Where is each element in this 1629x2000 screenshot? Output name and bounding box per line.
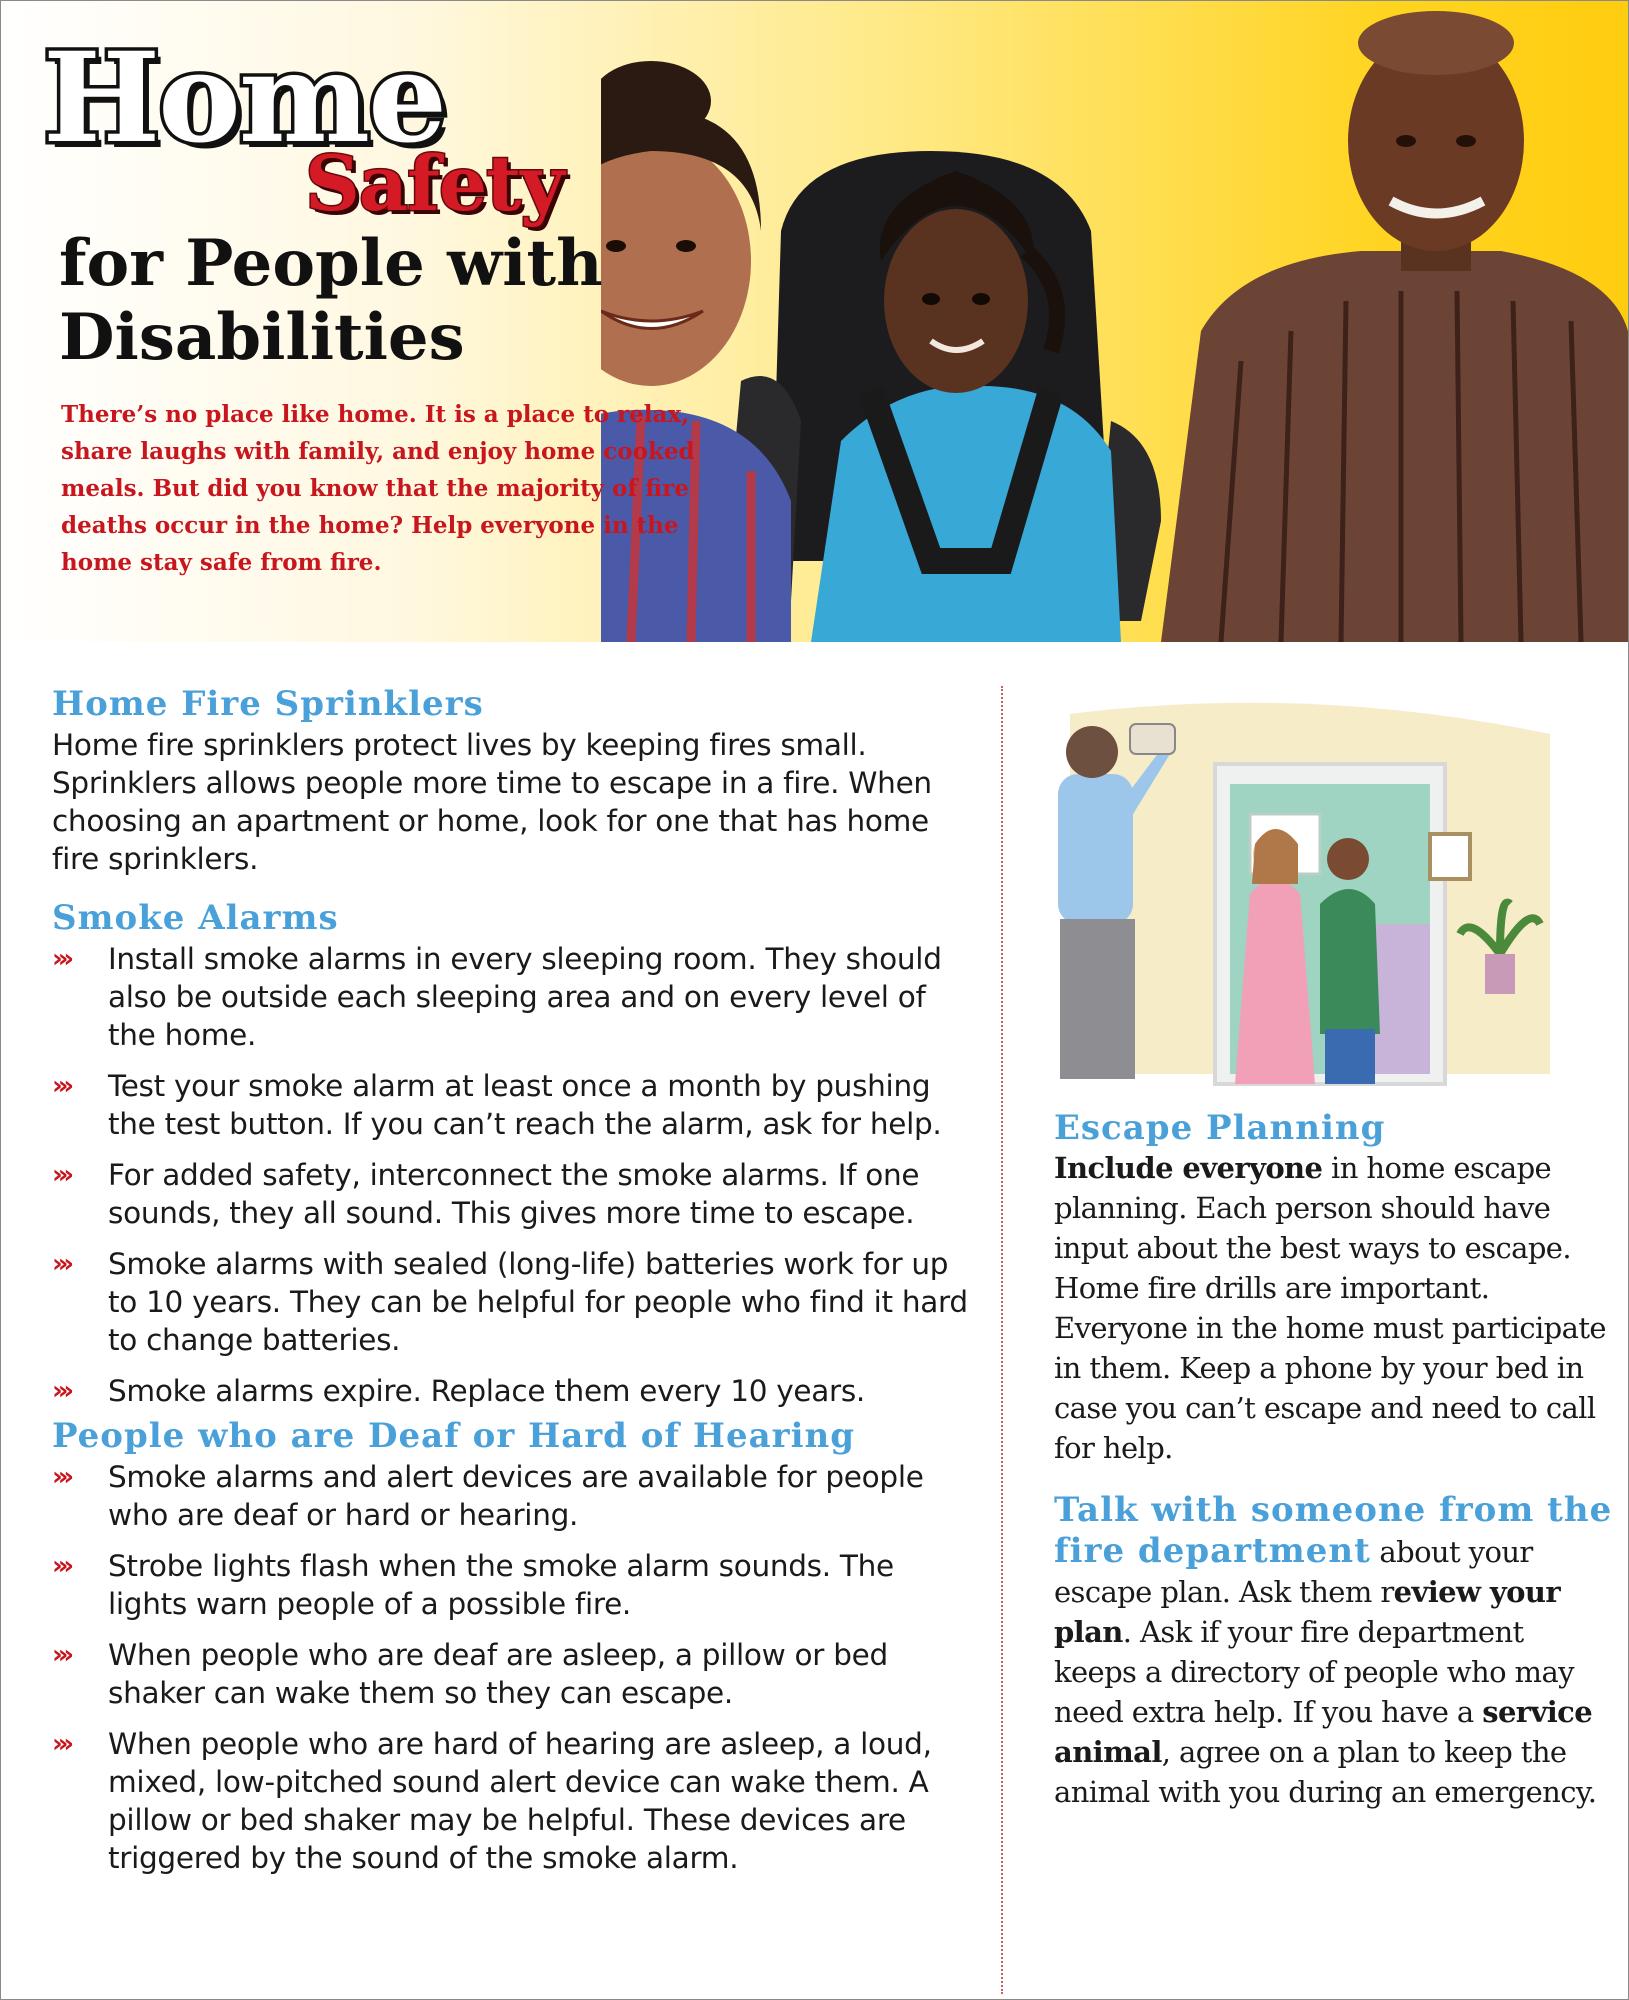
chevron-bullet-icon: ››› [52,944,70,974]
list-item: ››› When people who are deaf are asleep, a pillow or bed shaker can wake them so they can escape. [52,1638,888,1710]
left-column [52,682,972,1877]
list-item: ››› For added safety, interconnect the smoke alarms. If one sounds, they all sound. This gives more time to escape. [52,1158,920,1230]
escape-planning-paragraph: Include everyone in home escape planning. Each person should have input about the best ways to escape. Home fire drills are important. Everyone in the home must participate in them. Keep a phone by your bed in case you can’t escape and need to call for help. [1054,1151,1606,1465]
list-item: ››› Strobe lights flash when the smoke alarm sounds. The lights warn people of a possible fire. [52,1549,894,1621]
column-divider [1001,686,1003,1994]
page-subtitle: for People with Disabilities [59,226,603,375]
smoke-alarm-illustration [1030,694,1590,1089]
intro-paragraph: There’s no place like home. It is a place to relax, share laughs with family, and enjoy home cooked meals. But did you know that the majority of fire deaths occur in the home? Help everyone in the home stay safe from fire. [61,401,695,576]
list-item: ››› Smoke alarms and alert devices are available for people who are deaf or hard or hearing. [52,1460,924,1532]
right-column [1054,1108,1614,1812]
title-safety: Safety [305,139,564,228]
smoke-alarms-list [52,940,972,1410]
list-item: ››› When people who are hard of hearing are asleep, a loud, mixed, low-pitched sound alert device can wake them. A pillow or bed shaker may be helpful. These devices are triggered by the sound of the smoke alarm. [52,1727,932,1875]
chevron-bullet-icon: ››› [52,1640,70,1670]
title-home: Home [43,26,445,171]
man-figure [1161,11,1628,642]
list-item: ››› Test your smoke alarm at least once a month by pushing the test button. If you can’t reach the alarm, ask for help. [52,1069,942,1141]
sprinklers-heading: Home Fire Sprinklers [52,684,484,724]
chevron-bullet-icon: ››› [52,1551,70,1581]
list-item: ››› Smoke alarms with sealed (long-life) batteries work for up to 10 years. They can be helpful for people who find it hard to change batteries. [52,1247,968,1357]
talk-heading: Talk with someone from the fire department [1054,1490,1613,1571]
smoke-alarms-heading: Smoke Alarms [52,898,339,938]
chevron-bullet-icon: ››› [52,1376,70,1406]
chevron-bullet-icon: ››› [52,1160,70,1190]
deaf-hearing-list [52,1458,972,1877]
list-item: ››› Smoke alarms expire. Replace them every 10 years. [52,1374,865,1408]
chevron-bullet-icon: ››› [52,1071,70,1101]
talk-paragraph: Talk with someone from the fire department about your escape plan. Ask them review your plan. Ask if your fire department keeps a directory of people who may need extra help. If you have a service animal, agree on a plan to keep the animal with you during an emergency. [1054,1490,1613,1809]
deaf-hearing-heading: People who are Deaf or Hard of Hearing [52,1416,855,1456]
sprinklers-paragraph: Home fire sprinklers protect lives by keeping fires small. Sprinklers allows people more time to escape in a fire. When choosing an apartment or home, look for one that has home fire sprinklers. [52,728,932,876]
hero-banner [1,1,1628,642]
escape-planning-heading: Escape Planning [1054,1108,1386,1148]
family-photo [601,1,1628,642]
chevron-bullet-icon: ››› [52,1729,70,1759]
talk-with-fire-dept-block [1054,1490,1614,1812]
chevron-bullet-icon: ››› [52,1462,70,1492]
chevron-bullet-icon: ››› [52,1249,70,1279]
list-item: ››› Install smoke alarms in every sleeping room. They should also be outside each sleeping area and on every level of the home. [52,942,942,1052]
